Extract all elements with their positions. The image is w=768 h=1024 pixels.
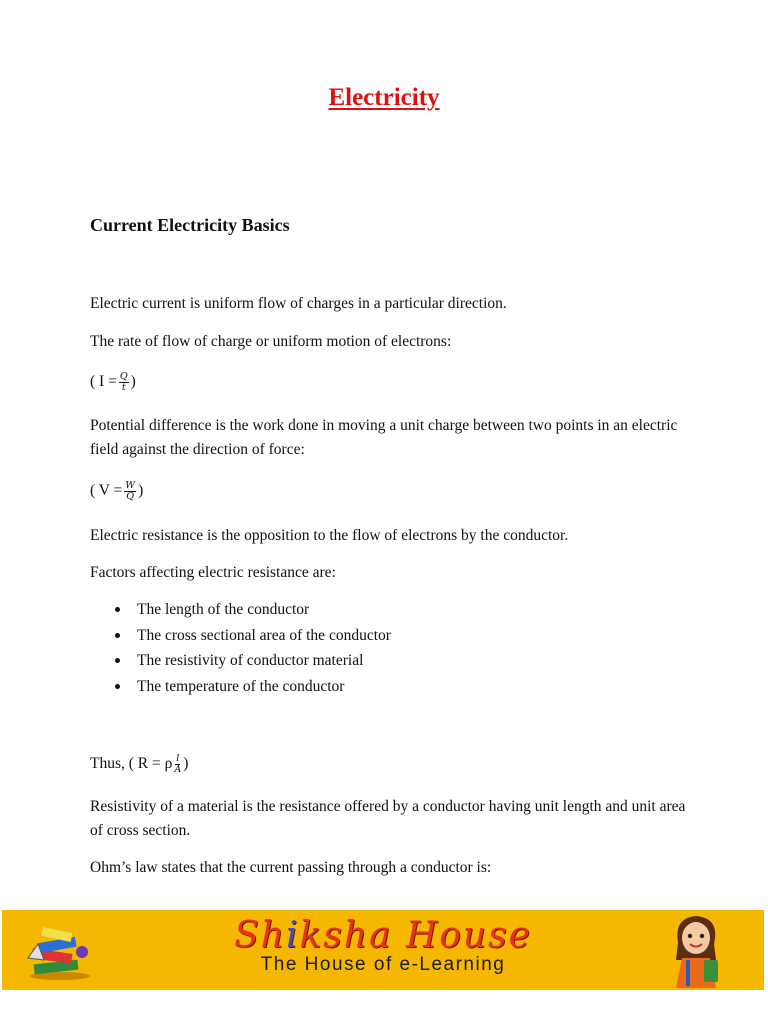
bullet-icon <box>115 684 120 689</box>
fraction <box>174 754 181 775</box>
brand-logo: Shiksha House <box>234 915 532 956</box>
paragraph-potential-difference: Potential difference is the work done in moving a unit charge between two points in an electric field against the direction of force: <box>90 417 678 458</box>
document-title: Electricity <box>328 84 440 111</box>
list-item: The resistivity of conductor material <box>90 648 391 674</box>
formula-current-open: ( I = <box>90 373 117 390</box>
paragraph-factors-intro: Factors affecting electric resistance are: <box>90 564 336 581</box>
footer-banner <box>2 910 764 990</box>
paragraph-resistivity: Resistivity of a material is the resistance offered by a conductor having unit length and unit area of cross section. <box>90 798 686 839</box>
brand-tagline: The House of e-Learning <box>260 954 506 975</box>
factors-list <box>90 597 391 699</box>
list-item: The length of the conductor <box>90 597 391 623</box>
section-heading: Current Electricity Basics <box>90 215 290 235</box>
formula-voltage-open: ( V = <box>90 482 123 499</box>
numerator: W <box>125 479 136 491</box>
formula-voltage-close: ) <box>138 482 144 499</box>
formula-resistance <box>90 752 690 776</box>
formula-voltage <box>90 479 690 503</box>
denominator: A <box>174 763 182 775</box>
student-girl-icon <box>664 912 728 990</box>
paragraph-ohms-law: Ohm’s law states that the current passing through a conductor is: <box>90 859 492 876</box>
bullet-icon <box>115 658 120 663</box>
bullet-icon <box>115 633 120 638</box>
fraction <box>124 481 136 502</box>
paragraph-resistance: Electric resistance is the opposition to the flow of electrons by the conductor. <box>90 527 569 544</box>
denominator: t <box>121 381 126 393</box>
formula-resistance-open: Thus, ( R = ρ <box>90 755 173 772</box>
paragraph-current-definition: Electric current is uniform flow of charges in a particular direction. <box>90 295 507 312</box>
list-item: The cross sectional area of the conductor <box>90 623 391 649</box>
paragraph-rate-of-flow: The rate of flow of charge or uniform motion of electrons: <box>90 333 452 350</box>
formula-current-close: ) <box>130 373 136 390</box>
numerator: Q <box>119 370 128 382</box>
fraction <box>119 372 129 393</box>
numerator: l <box>176 752 180 764</box>
list-item: The temperature of the conductor <box>90 674 391 700</box>
formula-current <box>90 370 690 394</box>
denominator: Q <box>126 490 135 502</box>
formula-resistance-close: ) <box>183 755 189 772</box>
bullet-icon <box>115 607 120 612</box>
